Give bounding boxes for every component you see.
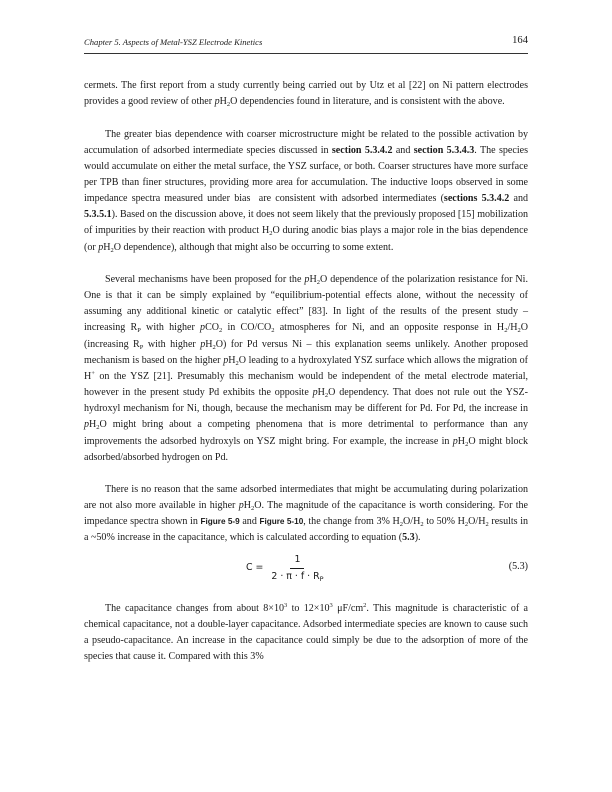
equation-number: (5.3) — [508, 560, 528, 572]
paragraph: Several mechanisms have been proposed for the $pH_2O$ dependence of the polarization resistance for Ni. One is that it can be simply explained by “equilibrium-potential effects alone, without the necessity of assuming any additional kinetic or catalytic effect” [83]. In light of the results of the present study – increasing $R_P$ with higher pCO$_2$ in $CO/CO_2$ atmospheres for Ni, and an opposite response in $H_2/H_2O$ (increasing $R_P$ with higher $pH_2O$) for Pd versus Ni – this explanation seems unlikely. Another proposed mechanism is based on the higher $pH_2O$ leading to a hydroxylated YSZ surface which allows the migration of H+ on the YSZ [21]. Presumably this mechanism would be independent of the metal electrode material, however in the present study Pd exhibits the opposite $pH_2O$ dependency. That does not rule out the YSZ-hydroxyl mechanism for Ni, though, because the mechanism may be different for Pd. For Pd, the increase in $pH_2O$ might bring about a competing phenomena that is more detrimental to performance than any improvements the adsorbed hydroxyls on YSZ might bring. For example, the increase in $pH_2O$ might block adsorbed/absorbed hydrogen on Pd. — [84, 273, 529, 463]
paragraph: cermets. The first report from a study currently being carried out by Utz et al [22] on Ni pattern electrodes provides a good review of other $pH_2O$ dependencies found in literature, and is consistent with the above. — [84, 80, 528, 109]
paragraph: The capacitance changes from about $8\times 10^3$ to $12\times 10^3$ $\mu F/cm^2$. This magnitude is characteristic of a chemical capacitance, not a double-layer capacitance. Adsorbed intermediate species are known to cause such a pseudo-capacitance. An increase in the capacitance could simply be due to the adsorption of more of the species that cause it. Compared with this 3% — [84, 601, 529, 663]
equation-fraction — [267, 553, 327, 584]
equation-lhs: C = — [246, 562, 264, 574]
page-header — [84, 33, 528, 54]
page-number: 164 — [512, 35, 528, 46]
paragraph: There is no reason that the same adsorbed intermediates that might be accumulating during polarization are not also more available in higher $pH_2O$. The magnitude of the capacitance is worth considering. For the impedance spectra shown in Figure 5-9 and Figure 5-10, the change from 3% $H_2O/H_2$ to 50% $H_2O/H_2$ results in a ~50% increase in the capacitance, which is calculated according to equation (5.3). — [84, 484, 529, 544]
paragraph: The greater bias dependence with coarser microstructure might be related to the possible activation by accumulation of adsorbed intermediate species discussed in section 5.3.4.2 and section 5.3.4.3. The species would accumulate on either the metal surface, the YSZ surface, or both. Coarser structures have more surface per TPB than finer structures, providing more area for accumulation. The inductive loops observed in some impedance spectra measured under bias are consistent with adsorbed intermediates (sections 5.3.4.2 and 5.3.5.1). Based on the discussion above, it does not seem likely that the previously proposed [15] mobilization of impurities by their reaction with product $H_2O$ during anodic bias plays a major role in the bias dependence (or $pH_2O$ dependence), although that might also be occurring to some extent. — [84, 128, 528, 254]
equation-block — [84, 551, 528, 601]
equation-numerator: 1 — [290, 553, 304, 569]
equation-denominator: $2 \cdot \pi \cdot f \cdot R_P$ — [271, 570, 324, 583]
chapter-title: Chapter 5. Aspects of Metal-YSZ Electrode Kinetics — [84, 37, 263, 47]
equation — [246, 553, 328, 584]
document-body — [84, 78, 528, 665]
